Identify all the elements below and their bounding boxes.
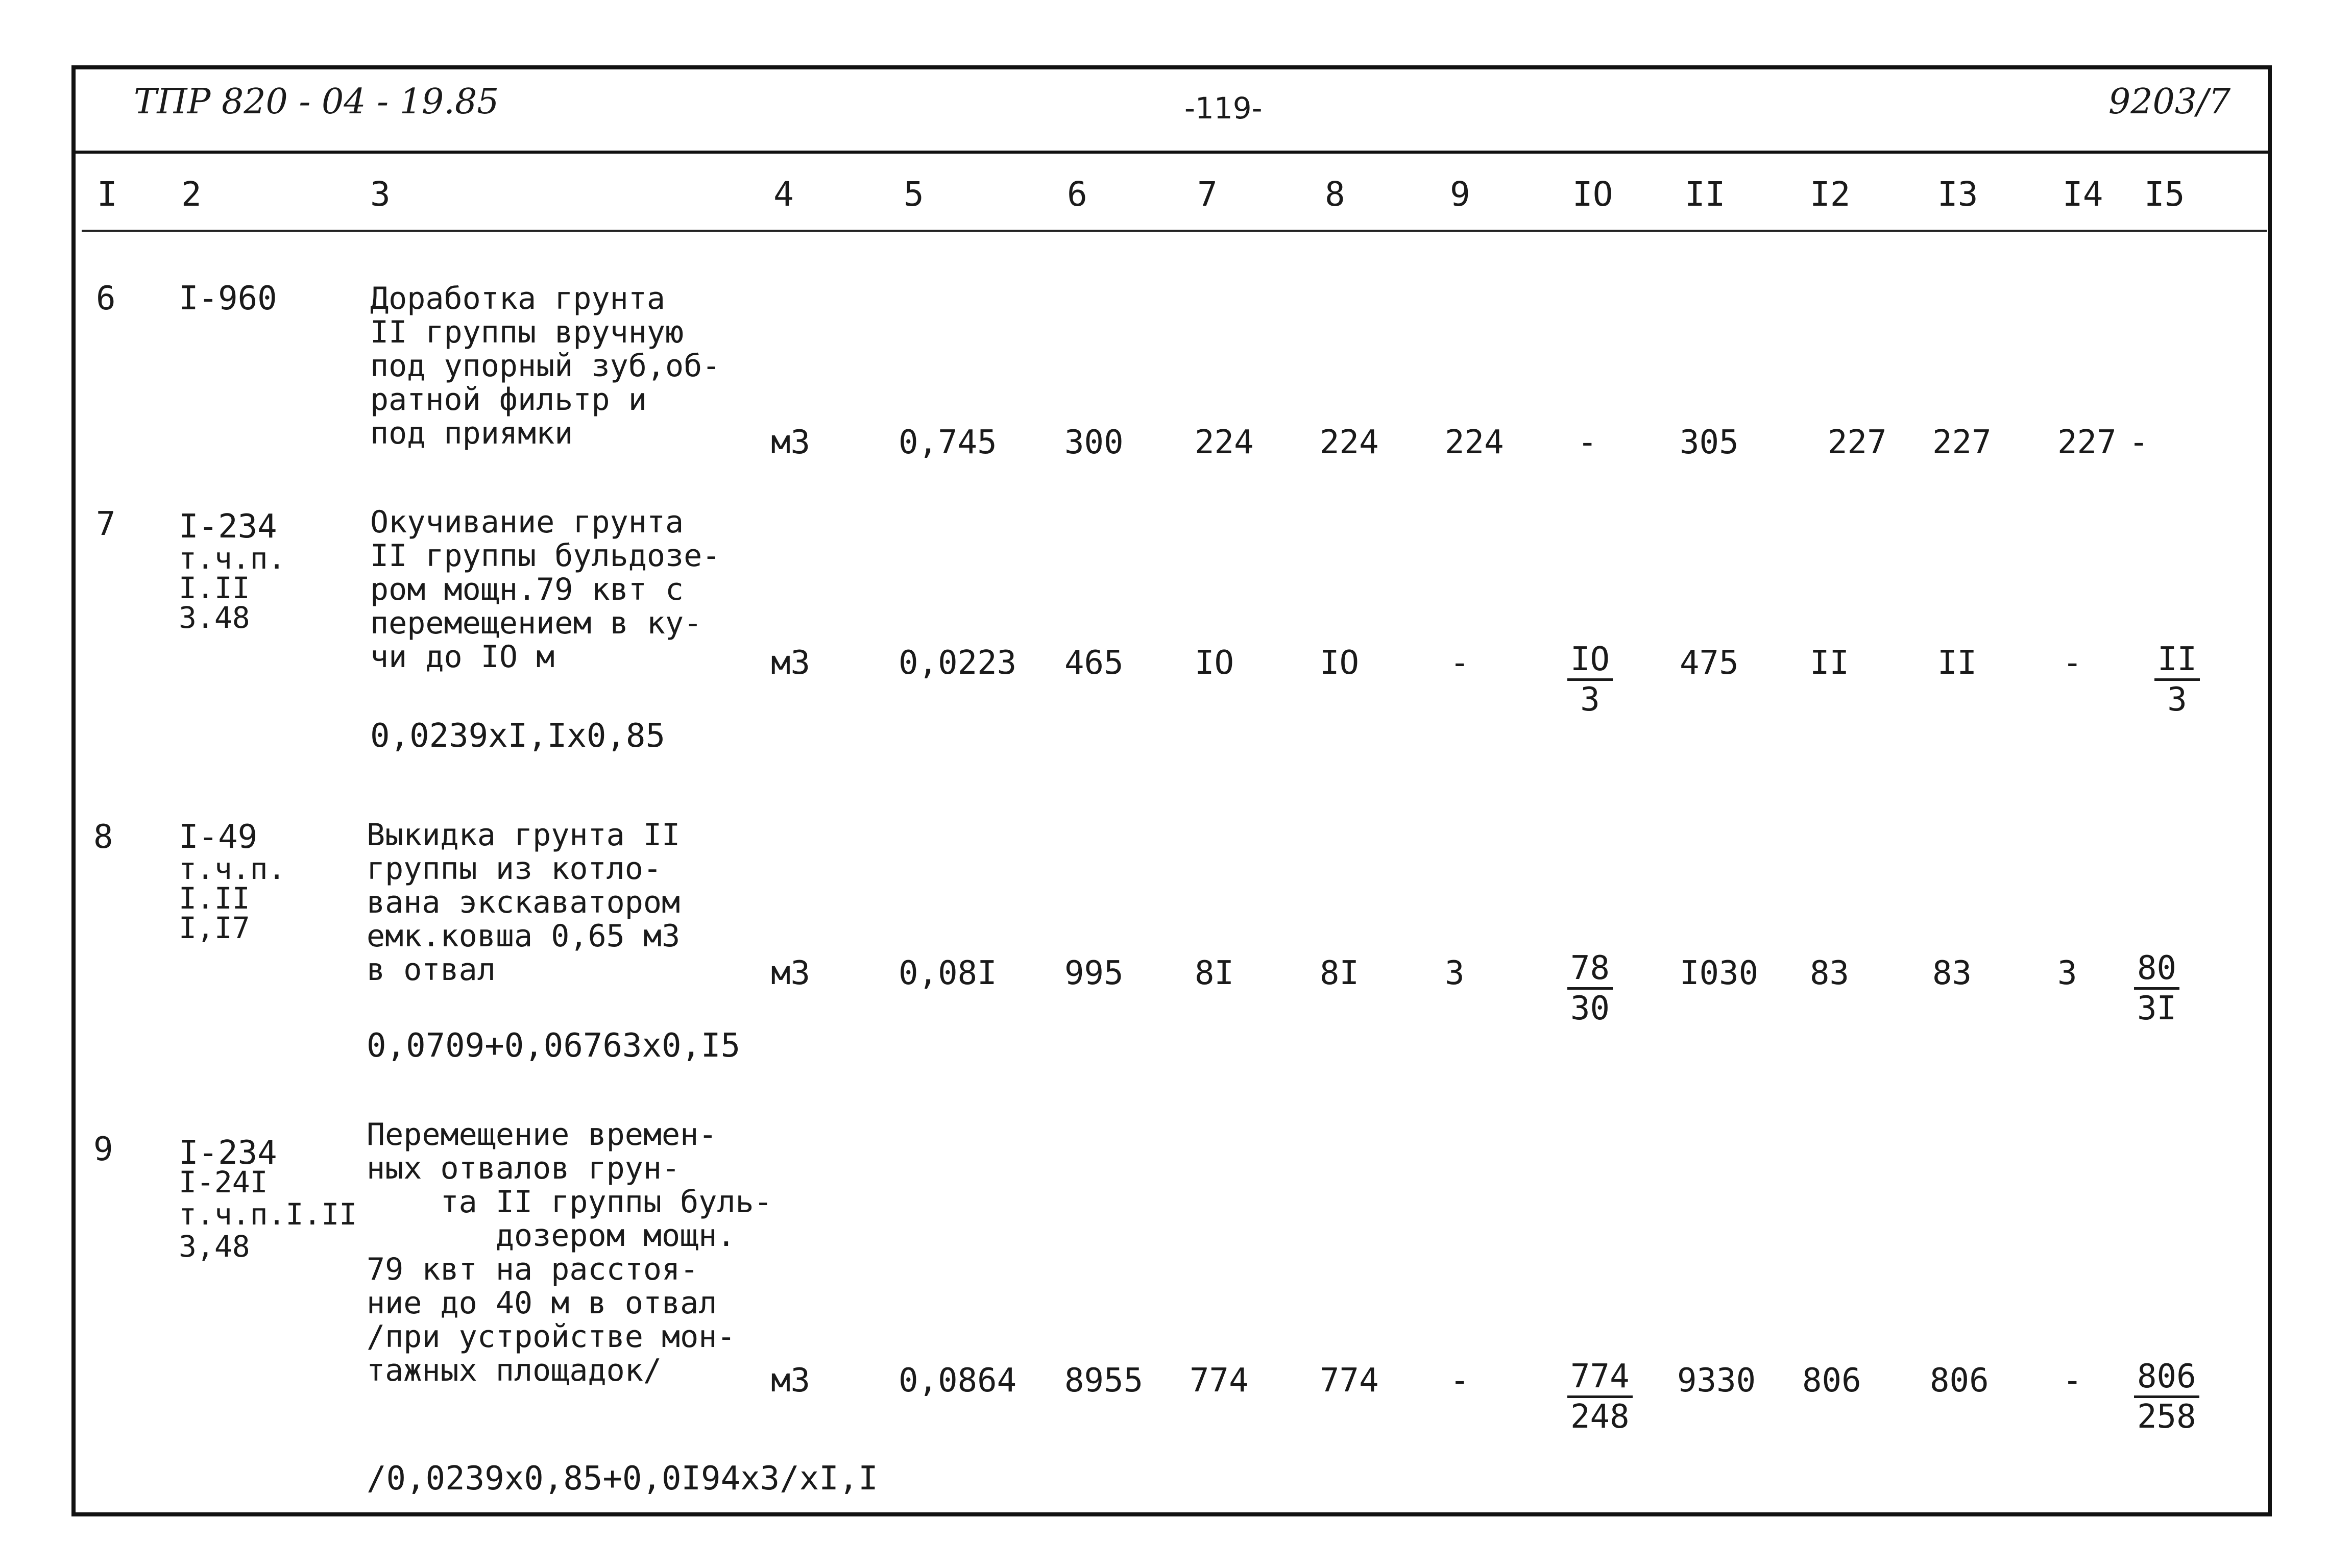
row-8-code-1: I-49 [179,818,258,856]
row-8-c10-denominator: 30 [1570,990,1610,1027]
row-7-c14: - [2063,644,2082,682]
row-8-c10-numerator: 78 [1567,949,1613,990]
col-header-8: 8 [1325,175,1345,214]
row-9-c10-denominator: 248 [1570,1398,1630,1436]
row-9-c15-numerator: 806 [2134,1358,2199,1398]
row-9-c6: 8955 [1064,1362,1144,1400]
col-header-6: 6 [1067,175,1087,214]
row-8-c15-numerator: 80 [2134,949,2179,990]
row-9-c7: 774 [1190,1362,1249,1400]
row-9-no: 9 [93,1131,113,1168]
col-header-12: I2 [1810,175,1851,214]
row-6-unit: м3 [771,424,811,461]
row-9-c11: 9330 [1677,1362,1756,1400]
row-7-c6: 465 [1064,644,1124,682]
row-6-c15: - [2129,424,2149,461]
row-7-c13: II [1937,644,1977,682]
row-7-unit: м3 [771,644,811,682]
row-7-formula: 0,0239xI,Ix0,85 [370,717,665,755]
row-7-c10-numerator: IO [1567,641,1613,681]
row-8-c12: 83 [1810,954,1850,992]
row-8-c8: 8I [1320,954,1360,992]
row-9-code-1: I-234 [179,1134,277,1172]
row-9-c13: 806 [1930,1362,1989,1400]
row-9-c14: - [2063,1362,2082,1400]
row-7-c15-numerator: II [2154,641,2200,681]
row-6-no: 6 [96,280,116,317]
row-6-c11: 305 [1680,424,1739,461]
row-9-code-4: 3,48 [179,1229,250,1264]
row-9-unit: м3 [771,1362,811,1400]
row-8-code-3: I.II [179,881,250,916]
row-6-code-1: I-960 [179,280,277,317]
row-7-c9: - [1450,644,1470,682]
row-9-description: Перемещение времен- ных отвалов грун- та II группы буль- дозером мощн. 79 квт на расстоя- ние до 40 м в отвал /при устройстве мон- тажных площадок/ [367,1117,772,1388]
row-6-c14: 227 [2057,424,2117,461]
row-9-c10-fraction [1567,1358,1633,1436]
col-header-9: 9 [1450,175,1470,214]
row-9-c15-fraction [2134,1358,2199,1436]
col-header-11: II [1685,175,1726,214]
row-6-c12: 227 [1828,424,1887,461]
row-6-c5: 0,745 [899,424,997,461]
row-7-c5: 0,0223 [899,644,1017,682]
row-8-c7: 8I [1195,954,1234,992]
col-header-14: I4 [2063,175,2103,214]
row-6-c7: 224 [1195,424,1254,461]
doc-code: ТПР 820 - 04 - 19.85 [134,82,499,122]
row-8-c14: 3 [2057,954,2077,992]
row-9-c5: 0,0864 [899,1362,1017,1400]
col-header-4: 4 [773,175,794,214]
row-9-formula: /0,0239x0,85+0,0I94x3/xI,I [367,1460,878,1498]
row-7-code-4: 3.48 [179,600,250,635]
row-7-c7: IO [1195,644,1234,682]
row-9-c10-numerator: 774 [1567,1358,1633,1398]
row-8-c15-denominator: 3I [2137,990,2177,1027]
col-header-7: 7 [1197,175,1218,214]
row-8-c9: 3 [1445,954,1465,992]
row-7-c11: 475 [1680,644,1739,682]
header-divider [71,151,2272,154]
col-header-13: I3 [1937,175,1978,214]
row-9-code-3: т.ч.п.I.II [179,1197,357,1232]
row-9-c9: - [1450,1362,1470,1400]
row-9-c12: 806 [1802,1362,1861,1400]
row-7-c15-denominator: 3 [2167,681,2187,719]
row-7-code-3: I.II [179,571,250,605]
col-header-3: 3 [370,175,391,214]
col-header-15: I5 [2144,175,2185,214]
row-7-no: 7 [96,505,116,543]
row-6-c8: 224 [1320,424,1379,461]
row-8-code-4: I,I7 [179,911,250,945]
row-7-c10-fraction [1567,641,1613,719]
page-number: -119- [1184,91,1263,126]
col-header-10: IO [1572,175,1613,214]
row-7-code-1: I-234 [179,508,277,546]
row-8-c10-fraction [1567,949,1613,1027]
row-8-description: Выкидка грунта II группы из котло- вана экскаватором емк.ковша 0,65 м3 в отвал [367,817,681,988]
col-header-2: 2 [181,175,202,214]
row-6-c6: 300 [1064,424,1124,461]
row-7-code-2: т.ч.п. [179,541,286,576]
column-header-divider [82,230,2267,232]
col-header-5: 5 [904,175,924,214]
row-7-c15-fraction [2154,641,2200,719]
row-9-c8: 774 [1320,1362,1379,1400]
row-6-c13: 227 [1932,424,1992,461]
row-8-c6: 995 [1064,954,1124,992]
row-8-c11: I030 [1680,954,1759,992]
row-6-description: Доработка грунта II группы вручную под упорный зуб,об- ратной фильтр и под приямки [370,281,721,451]
row-8-no: 8 [93,818,113,856]
row-6-c10: - [1578,424,1597,461]
row-8-c15-fraction [2134,949,2179,1027]
row-7-c12: II [1810,644,1850,682]
row-6-c9: 224 [1445,424,1504,461]
row-7-description: Окучивание грунта II группы бульдозе- ром мощн.79 квт с перемещением в ку- чи до IO м [370,504,721,675]
row-8-c13: 83 [1932,954,1972,992]
row-8-c5: 0,08I [899,954,997,992]
row-8-formula: 0,0709+0,06763x0,I5 [367,1027,741,1065]
row-7-c10-denominator: 3 [1580,681,1600,719]
sheet-code: 9203/7 [2108,82,2231,122]
row-9-code-2: I-24I [179,1165,268,1199]
col-header-1: I [97,175,117,214]
row-7-c8: IO [1320,644,1360,682]
row-8-unit: м3 [771,954,811,992]
row-9-c15-denominator: 258 [2137,1398,2196,1436]
row-8-code-2: т.ч.п. [179,851,286,886]
